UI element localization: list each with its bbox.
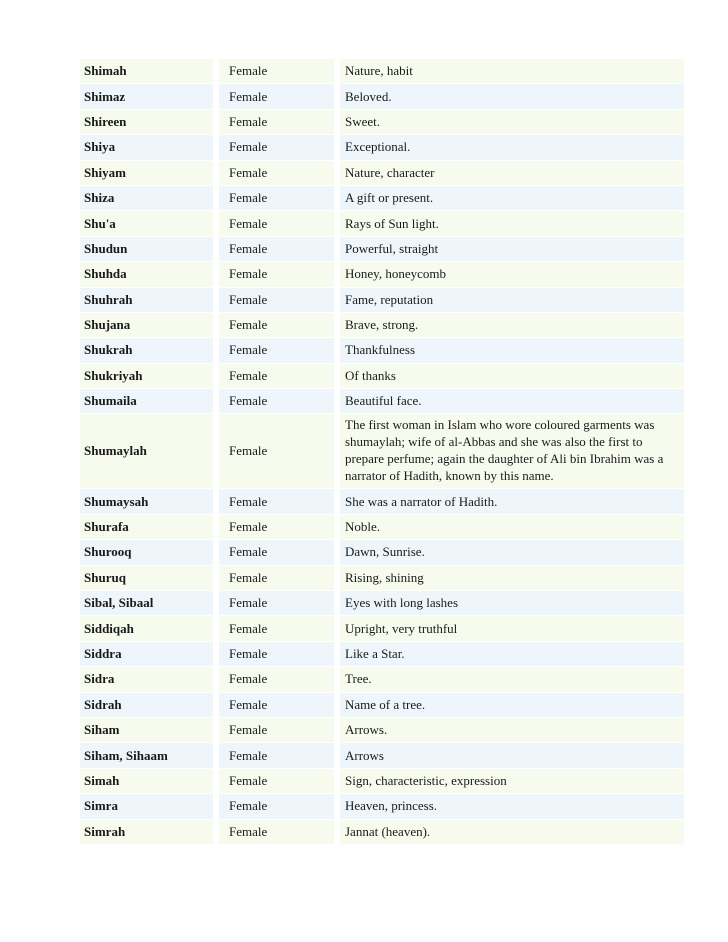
- gender-cell: Female: [219, 288, 340, 312]
- name-cell: Sidrah: [80, 693, 219, 717]
- meaning-cell: Beloved.: [340, 84, 684, 108]
- name-cell: Siddiqah: [80, 616, 219, 640]
- name-cell: Siham, Sihaam: [80, 743, 219, 767]
- name-cell: Shimah: [80, 59, 219, 83]
- meaning-cell: Sweet.: [340, 110, 684, 134]
- table-row: [80, 313, 684, 337]
- meaning-cell: Rays of Sun light.: [340, 211, 684, 235]
- meaning-cell: Heaven, princess.: [340, 794, 684, 818]
- meaning-cell: Tree.: [340, 667, 684, 691]
- gender-cell: Female: [219, 743, 340, 767]
- table-row: [80, 414, 684, 488]
- meaning-cell: Eyes with long lashes: [340, 591, 684, 615]
- table-row: [80, 515, 684, 539]
- name-cell: Siddra: [80, 642, 219, 666]
- gender-cell: Female: [219, 237, 340, 261]
- gender-cell: Female: [219, 489, 340, 513]
- name-cell: Shukriyah: [80, 364, 219, 388]
- table-row: [80, 693, 684, 717]
- gender-cell: Female: [219, 667, 340, 691]
- gender-cell: Female: [219, 338, 340, 362]
- meaning-cell: Like a Star.: [340, 642, 684, 666]
- name-cell: Shiya: [80, 135, 219, 159]
- meaning-cell: A gift or present.: [340, 186, 684, 210]
- gender-cell: Female: [219, 794, 340, 818]
- name-cell: Shiza: [80, 186, 219, 210]
- meaning-cell: Nature, habit: [340, 59, 684, 83]
- table-row: [80, 820, 684, 844]
- gender-cell: Female: [219, 84, 340, 108]
- meaning-cell: Powerful, straight: [340, 237, 684, 261]
- gender-cell: Female: [219, 389, 340, 413]
- name-cell: Shudun: [80, 237, 219, 261]
- meaning-cell: Of thanks: [340, 364, 684, 388]
- name-cell: Simra: [80, 794, 219, 818]
- name-cell: Shireen: [80, 110, 219, 134]
- name-cell: Sibal, Sibaal: [80, 591, 219, 615]
- table-row: [80, 616, 684, 640]
- meaning-cell: Arrows: [340, 743, 684, 767]
- meaning-cell: Upright, very truthful: [340, 616, 684, 640]
- names-table: [80, 58, 684, 845]
- name-cell: Simah: [80, 769, 219, 793]
- gender-cell: Female: [219, 364, 340, 388]
- name-cell: Shuhrah: [80, 288, 219, 312]
- gender-cell: Female: [219, 59, 340, 83]
- gender-cell: Female: [219, 540, 340, 564]
- meaning-cell: Dawn, Sunrise.: [340, 540, 684, 564]
- gender-cell: Female: [219, 515, 340, 539]
- table-row: [80, 135, 684, 159]
- table-row: [80, 794, 684, 818]
- name-cell: Shumaysah: [80, 489, 219, 513]
- name-cell: Shuruq: [80, 566, 219, 590]
- gender-cell: Female: [219, 769, 340, 793]
- name-cell: Shurooq: [80, 540, 219, 564]
- table-row: [80, 667, 684, 691]
- gender-cell: Female: [219, 161, 340, 185]
- table-row: [80, 84, 684, 108]
- meaning-cell: Sign, characteristic, expression: [340, 769, 684, 793]
- table-row: [80, 59, 684, 83]
- table-row: [80, 186, 684, 210]
- meaning-cell: Brave, strong.: [340, 313, 684, 337]
- table-row: [80, 743, 684, 767]
- name-cell: Shuhda: [80, 262, 219, 286]
- meaning-cell: Jannat (heaven).: [340, 820, 684, 844]
- meaning-cell: Exceptional.: [340, 135, 684, 159]
- meaning-cell: Noble.: [340, 515, 684, 539]
- table-row: [80, 110, 684, 134]
- name-cell: Simrah: [80, 820, 219, 844]
- gender-cell: Female: [219, 186, 340, 210]
- meaning-cell: Arrows.: [340, 718, 684, 742]
- gender-cell: Female: [219, 820, 340, 844]
- meaning-cell: Honey, honeycomb: [340, 262, 684, 286]
- table-row: [80, 489, 684, 513]
- name-cell: Shukrah: [80, 338, 219, 362]
- table-row: [80, 769, 684, 793]
- table-row: [80, 389, 684, 413]
- table-row: [80, 237, 684, 261]
- name-cell: Shiyam: [80, 161, 219, 185]
- gender-cell: Female: [219, 313, 340, 337]
- gender-cell: Female: [219, 718, 340, 742]
- name-cell: Siham: [80, 718, 219, 742]
- meaning-cell: She was a narrator of Hadith.: [340, 489, 684, 513]
- table-row: [80, 262, 684, 286]
- gender-cell: Female: [219, 211, 340, 235]
- names-table-body: [80, 59, 684, 844]
- name-cell: Shurafa: [80, 515, 219, 539]
- table-row: [80, 540, 684, 564]
- name-cell: Shujana: [80, 313, 219, 337]
- gender-cell: Female: [219, 262, 340, 286]
- name-cell: Shumaila: [80, 389, 219, 413]
- table-row: [80, 364, 684, 388]
- gender-cell: Female: [219, 414, 340, 488]
- meaning-cell: Nature, character: [340, 161, 684, 185]
- meaning-cell: Name of a tree.: [340, 693, 684, 717]
- table-row: [80, 211, 684, 235]
- table-row: [80, 161, 684, 185]
- meaning-cell: The first woman in Islam who wore coloured garments was shumaylah; wife of al-Abbas and she was also the first to prepare perfume; again the daughter of Ali bin Ibrahim was a narrator of Hadith, known by this name.: [340, 414, 684, 488]
- name-cell: Sidra: [80, 667, 219, 691]
- meaning-cell: Rising, shining: [340, 566, 684, 590]
- table-row: [80, 288, 684, 312]
- table-row: [80, 718, 684, 742]
- name-cell: Shu'a: [80, 211, 219, 235]
- gender-cell: Female: [219, 135, 340, 159]
- gender-cell: Female: [219, 616, 340, 640]
- meaning-cell: Thankfulness: [340, 338, 684, 362]
- gender-cell: Female: [219, 591, 340, 615]
- table-row: [80, 642, 684, 666]
- gender-cell: Female: [219, 566, 340, 590]
- gender-cell: Female: [219, 693, 340, 717]
- name-cell: Shimaz: [80, 84, 219, 108]
- table-row: [80, 338, 684, 362]
- table-row: [80, 566, 684, 590]
- meaning-cell: Beautiful face.: [340, 389, 684, 413]
- gender-cell: Female: [219, 110, 340, 134]
- gender-cell: Female: [219, 642, 340, 666]
- name-cell: Shumaylah: [80, 414, 219, 488]
- meaning-cell: Fame, reputation: [340, 288, 684, 312]
- table-row: [80, 591, 684, 615]
